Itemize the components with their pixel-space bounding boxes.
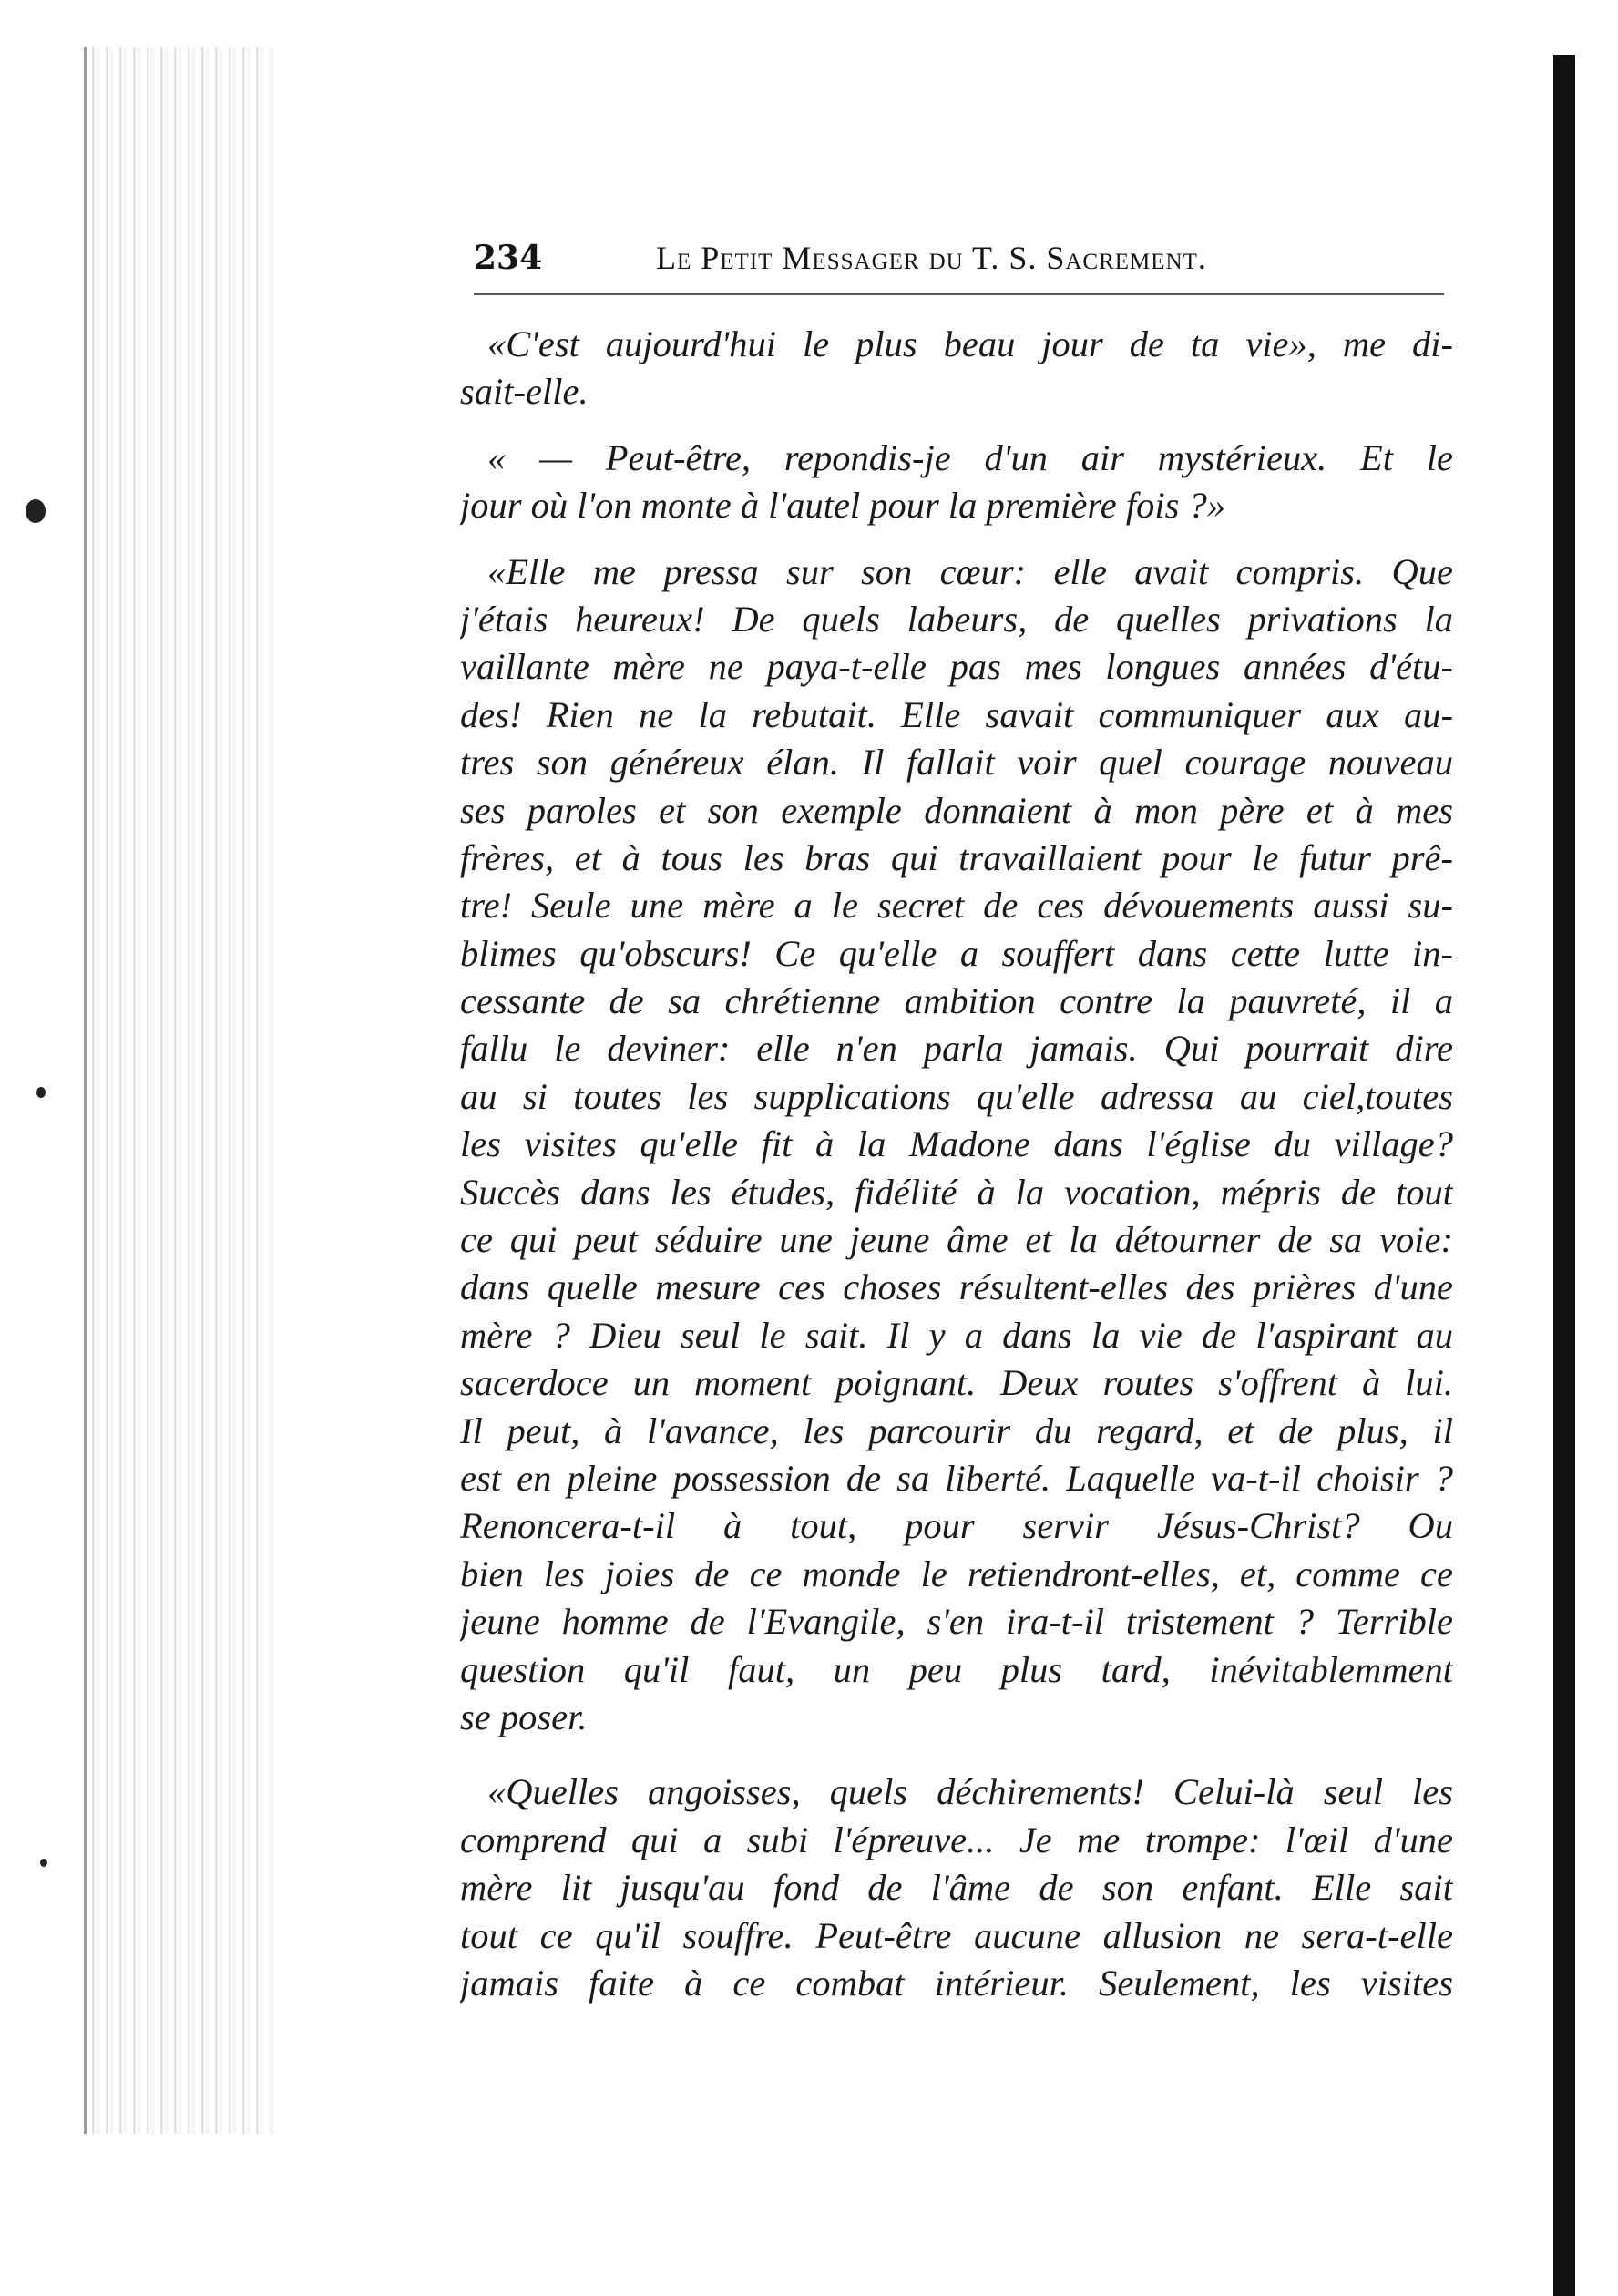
text-line: au si toutes les supplications qu'elle adressa au ciel,toutes [460, 1075, 1453, 1117]
text-line: blimes qu'obscurs! Ce qu'elle a souffert dans cette lutte in- [460, 932, 1453, 974]
paragraph [460, 435, 1453, 530]
scan-speck [36, 1087, 46, 1098]
text-line: jamais faite à ce combat intérieur. Seulement, les visites [460, 1962, 1453, 2004]
page-number: 234 [474, 239, 543, 277]
journal-title: Le Petit Messager du T. S. Sacrement. [656, 240, 1207, 276]
text-line: Renoncera-t-il à tout, pour servir Jésus-Christ? Ou [460, 1505, 1453, 1547]
body-text [460, 321, 1453, 2007]
text-line: vaillante mère ne paya-t-elle pas mes longues années d'étu- [460, 646, 1453, 688]
text-line: «Quelles angoisses, quels déchirements! Celui-là seul les [487, 1771, 1453, 1813]
text-line: sacerdoce un moment poignant. Deux routes s'offrent à lui. [460, 1362, 1453, 1404]
text-line: j'étais heureux! De quels labeurs, de quelles privations la [460, 598, 1453, 640]
text-line: se poser. [460, 1696, 588, 1737]
facing-page-edge [1575, 55, 1618, 2296]
scan-speck [40, 1859, 47, 1867]
text-line: tres son généreux élan. Il fallait voir quel courage nouveau [460, 742, 1453, 784]
text-line: mère lit jusqu'au fond de l'âme de son enfant. Elle sait [460, 1867, 1453, 1909]
text-line: des! Rien ne la rebutait. Elle savait communiquer aux au- [460, 693, 1453, 735]
text-line: Il peut, à l'avance, les parcourir du regard, et de plus, il [460, 1409, 1453, 1451]
text-line: ses paroles et son exemple donnaient à mon père et à mes [460, 789, 1453, 831]
text-line: cessante de sa chrétienne ambition contre la pauvreté, il a [460, 980, 1453, 1022]
scan-speck [26, 499, 46, 523]
running-head [474, 239, 1444, 295]
text-line: comprend qui a subi l'épreuve... Je me trompe: l'œil d'une [460, 1819, 1453, 1860]
text-line: ce qui peut séduire une jeune âme et la détourner de sa voie: [460, 1219, 1453, 1261]
text-line: tre! Seule une mère a le secret de ces dévouements aussi su- [460, 885, 1453, 927]
text-line: frères, et à tous les bras qui travaillaient pour le futur prê- [460, 836, 1453, 878]
text-line: Succès dans les études, fidélité à la vocation, mépris de tout [460, 1171, 1453, 1213]
text-line: question qu'il faut, un peu plus tard, inévitablemment [460, 1648, 1453, 1690]
text-line: dans quelle mesure ces choses résultent-elles des prières d'une [460, 1266, 1453, 1308]
paragraph [460, 548, 1453, 1742]
text-line: fallu le deviner: elle n'en parla jamais. Qui pourrait dire [460, 1028, 1453, 1070]
text-line: est en pleine possession de sa liberté. Laquelle va-t-il choisir ? [460, 1457, 1453, 1499]
text-line: bien les joies de ce monde le retiendront-elles, et, comme ce [460, 1553, 1453, 1594]
text-line: «Elle me pressa sur son cœur: elle avait compris. Que [487, 550, 1453, 592]
text-line: sait-elle. [460, 371, 589, 413]
book-spine-shadow [1553, 55, 1575, 2296]
paragraph [460, 1768, 1453, 2007]
text-line: jeune homme de l'Evangile, s'en ira-t-il tristement ? Terrible [460, 1601, 1453, 1643]
text-line: les visites qu'elle fit à la Madone dans l'église du village? [460, 1123, 1453, 1165]
text-line: « — Peut-être, repondis-je d'un air mystérieux. Et le [487, 436, 1453, 478]
paragraph [460, 321, 1453, 416]
page-stack-edges [84, 47, 278, 2134]
text-line: jour où l'on monte à l'autel pour la première fois ?» [460, 485, 1226, 527]
text-line: mère ? Dieu seul le sait. Il y a dans la vie de l'aspirant au [460, 1314, 1453, 1356]
text-line: tout ce qu'il souffre. Peut-être aucune allusion ne sera-t-elle [460, 1914, 1453, 1956]
text-line: «C'est aujourd'hui le plus beau jour de ta vie», me di- [487, 323, 1453, 364]
